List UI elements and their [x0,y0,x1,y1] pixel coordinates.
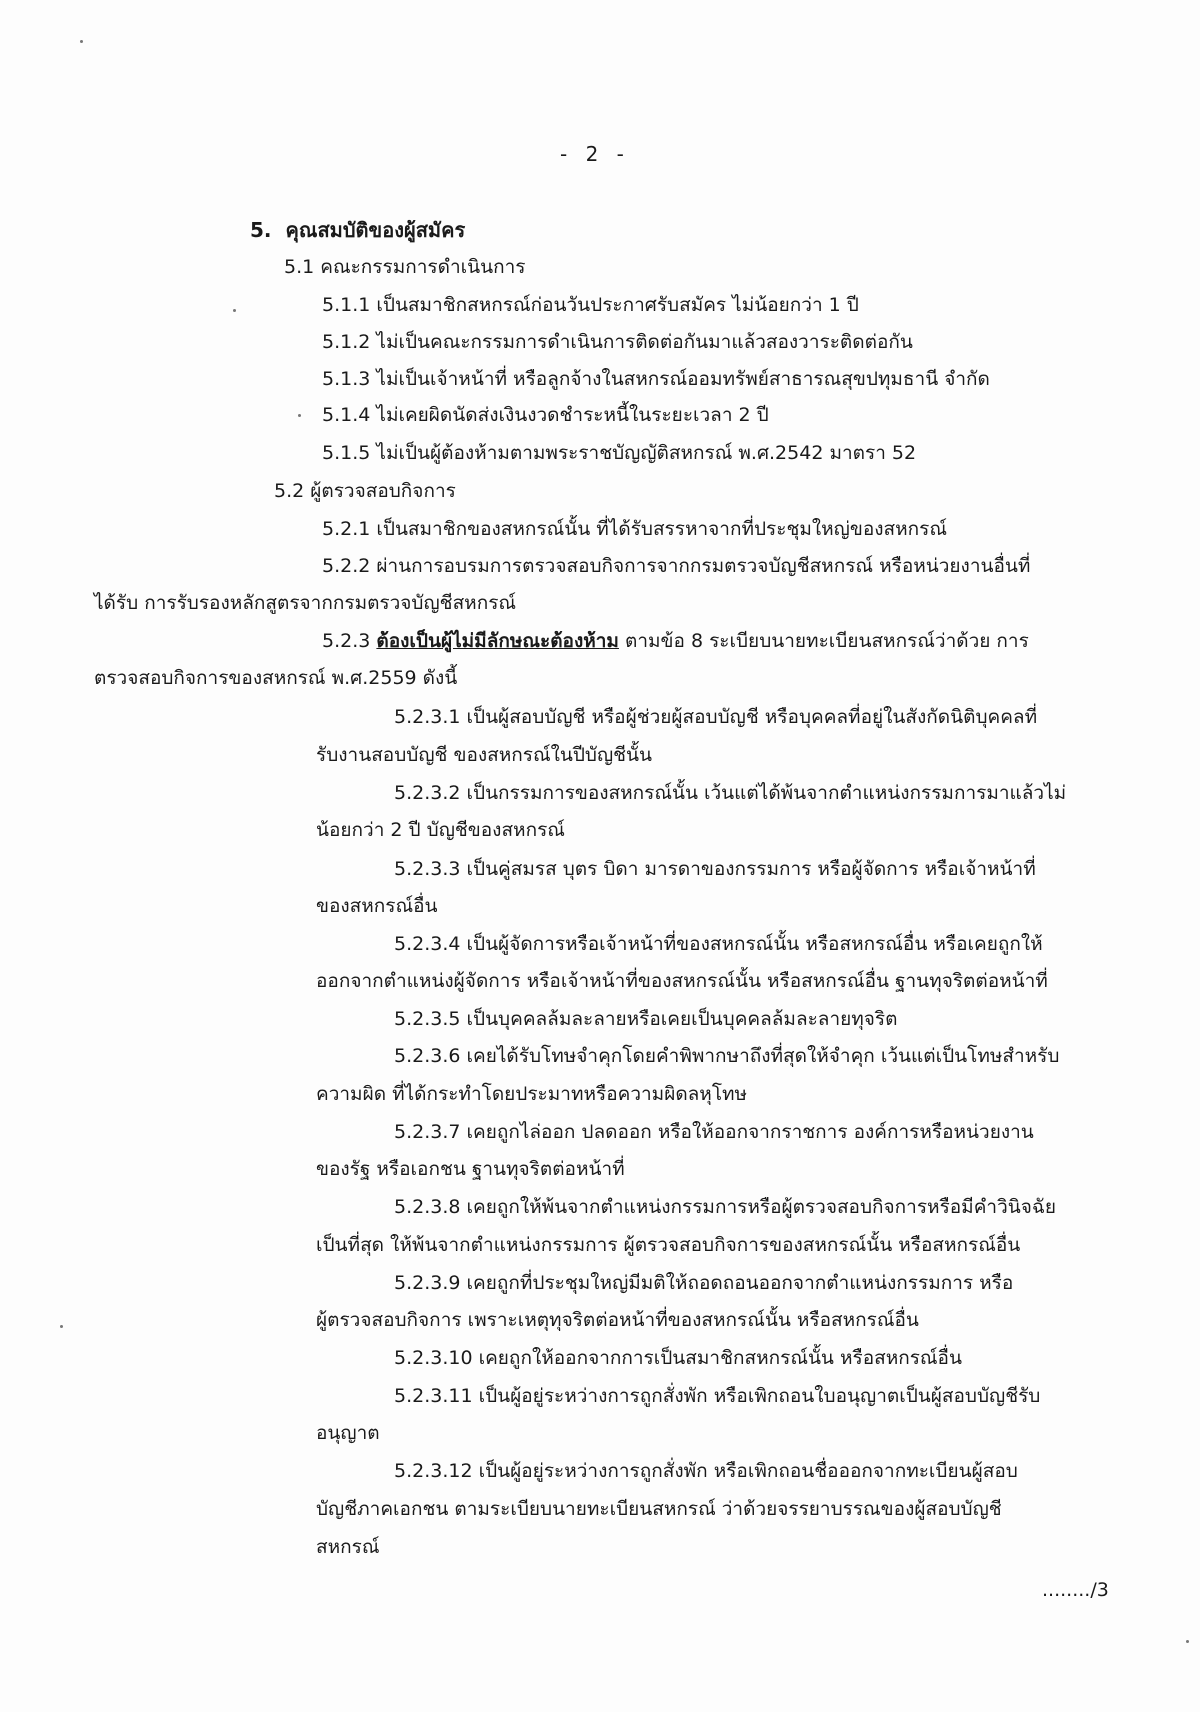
sub-5-2-3-8: 5.2.3.8 เคยถูกให้พ้นจากตำแหน่งกรรมการหรือผู้ตรวจสอบกิจการหรือมีคำวินิจฉัย [394,1196,1056,1218]
item-5-2-2-cont: ได้รับ การรับรองหลักสูตรจากกรมตรวจบัญชีสหกรณ์ [94,592,517,614]
item-5-2-3-number: 5.2.3 [322,630,377,652]
item-5-1: 5.1 คณะกรรมการดำเนินการ [284,256,526,278]
sub-5-2-3-5: 5.2.3.5 เป็นบุคคลล้มละลายหรือเคยเป็นบุคคลล้มละลายทุจริต [394,1008,898,1030]
sub-5-2-3-2-cont: น้อยกว่า 2 ปี บัญชีของสหกรณ์ [316,819,565,841]
scan-speck [60,1325,63,1328]
sub-5-2-3-10: 5.2.3.10 เคยถูกให้ออกจากการเป็นสมาชิกสหกรณ์นั้น หรือสหกรณ์อื่น [394,1347,962,1369]
sub-5-2-3-12: 5.2.3.12 เป็นผู้อยู่ระหว่างการถูกสั่งพัก หรือเพิกถอนชื่อออกจากทะเบียนผู้สอบ [394,1460,1018,1482]
page-number: - 2 - [560,142,630,166]
sub-5-2-3-3: 5.2.3.3 เป็นคู่สมรส บุตร บิดา มารดาของกรรมการ หรือผู้จัดการ หรือเจ้าหน้าที่ [394,858,1036,880]
section-heading [250,218,465,242]
item-5-2-3-rest: ตามข้อ 8 ระเบียบนายทะเบียนสหกรณ์ว่าด้วย การ [618,630,1029,652]
item-5-2-3-emphasis: ต้องเป็นผู้ไม่มีลักษณะต้องห้าม [376,630,619,652]
item-5-1-4: 5.1.4 ไม่เคยผิดนัดส่งเงินงวดชำระหนี้ในระยะเวลา 2 ปี [322,404,769,426]
item-5-1-1: 5.1.1 เป็นสมาชิกสหกรณ์ก่อนวันประกาศรับสมัคร ไม่น้อยกว่า 1 ปี [322,294,859,316]
scan-speck [80,40,83,43]
sub-5-2-3-6: 5.2.3.6 เคยได้รับโทษจำคุกโดยคำพิพากษาถึงที่สุดให้จำคุก เว้นแต่เป็นโทษสำหรับ [394,1045,1060,1067]
sub-5-2-3-1-cont: รับงานสอบบัญชี ของสหกรณ์ในปีบัญชีนั้น [316,744,653,766]
item-5-1-2: 5.1.2 ไม่เป็นคณะกรรมการดำเนินการติดต่อกันมาแล้วสองวาระติดต่อกัน [322,331,913,353]
sub-5-2-3-2: 5.2.3.2 เป็นกรรมการของสหกรณ์นั้น เว้นแต่ได้พ้นจากตำแหน่งกรรมการมาแล้วไม่ [394,782,1067,804]
item-5-2-2: 5.2.2 ผ่านการอบรมการตรวจสอบกิจการจากกรมตรวจบัญชีสหกรณ์ หรือหน่วยงานอื่นที่ [322,555,1031,577]
item-5-2-3 [322,629,1029,653]
sub-5-2-3-11-cont: อนุญาต [316,1422,380,1444]
item-5-2-3-cont: ตรวจสอบกิจการของสหกรณ์ พ.ศ.2559 ดังนี้ [94,667,458,689]
scan-speck [298,414,301,417]
scan-speck [1186,1640,1189,1643]
sub-5-2-3-9: 5.2.3.9 เคยถูกที่ประชุมใหญ่มีมติให้ถอดถอนออกจากตำแหน่งกรรมการ หรือ [394,1272,1014,1294]
sub-5-2-3-11: 5.2.3.11 เป็นผู้อยู่ระหว่างการถูกสั่งพัก หรือเพิกถอนใบอนุญาตเป็นผู้สอบบัญชีรับ [394,1385,1041,1407]
sub-5-2-3-7: 5.2.3.7 เคยถูกไล่ออก ปลดออก หรือให้ออกจากราชการ องค์การหรือหน่วยงาน [394,1121,1034,1143]
scan-speck [233,309,236,312]
sub-5-2-3-3-cont: ของสหกรณ์อื่น [316,895,438,917]
sub-5-2-3-4-cont: ออกจากตำแหน่งผู้จัดการ หรือเจ้าหน้าที่ของสหกรณ์นั้น หรือสหกรณ์อื่น ฐานทุจริตต่อหน้าที่ [316,970,1048,992]
item-5-1-5: 5.1.5 ไม่เป็นผู้ต้องห้ามตามพระราชบัญญัติสหกรณ์ พ.ศ.2542 มาตรา 52 [322,442,917,464]
section-title: คุณสมบัติของผู้สมัคร [285,218,466,242]
sub-5-2-3-12-cont-2: สหกรณ์ [316,1536,380,1558]
sub-5-2-3-1: 5.2.3.1 เป็นผู้สอบบัญชี หรือผู้ช่วยผู้สอบบัญชี หรือบุคคลที่อยู่ในสังกัดนิติบุคคลที่ [394,706,1038,728]
section-number: 5. [250,218,272,242]
sub-5-2-3-9-cont: ผู้ตรวจสอบกิจการ เพราะเหตุทุจริตต่อหน้าที่ของสหกรณ์นั้น หรือสหกรณ์อื่น [316,1309,919,1331]
sub-5-2-3-4: 5.2.3.4 เป็นผู้จัดการหรือเจ้าหน้าที่ของสหกรณ์นั้น หรือสหกรณ์อื่น หรือเคยถูกให้ [394,933,1043,955]
sub-5-2-3-12-cont: บัญชีภาคเอกชน ตามระเบียบนายทะเบียนสหกรณ์ ว่าด้วยจรรยาบรรณของผู้สอบบัญชี [316,1498,1002,1520]
item-5-2: 5.2 ผู้ตรวจสอบกิจการ [274,480,456,502]
sub-5-2-3-7-cont: ของรัฐ หรือเอกชน ฐานทุจริตต่อหน้าที่ [316,1158,625,1180]
sub-5-2-3-8-cont: เป็นที่สุด ให้พ้นจากตำแหน่งกรรมการ ผู้ตรวจสอบกิจการของสหกรณ์นั้น หรือสหกรณ์อื่น [316,1234,1021,1256]
item-5-1-3: 5.1.3 ไม่เป็นเจ้าหน้าที่ หรือลูกจ้างในสหกรณ์ออมทรัพย์สาธารณสุขปทุมธานี จำกัด [322,368,990,390]
item-5-2-1: 5.2.1 เป็นสมาชิกของสหกรณ์นั้น ที่ได้รับสรรหาจากที่ประชุมใหญ่ของสหกรณ์ [322,518,947,540]
continue-marker: ......../3 [1042,1579,1109,1601]
sub-5-2-3-6-cont: ความผิด ที่ได้กระทำโดยประมาทหรือความผิดลหุโทษ [316,1083,748,1105]
